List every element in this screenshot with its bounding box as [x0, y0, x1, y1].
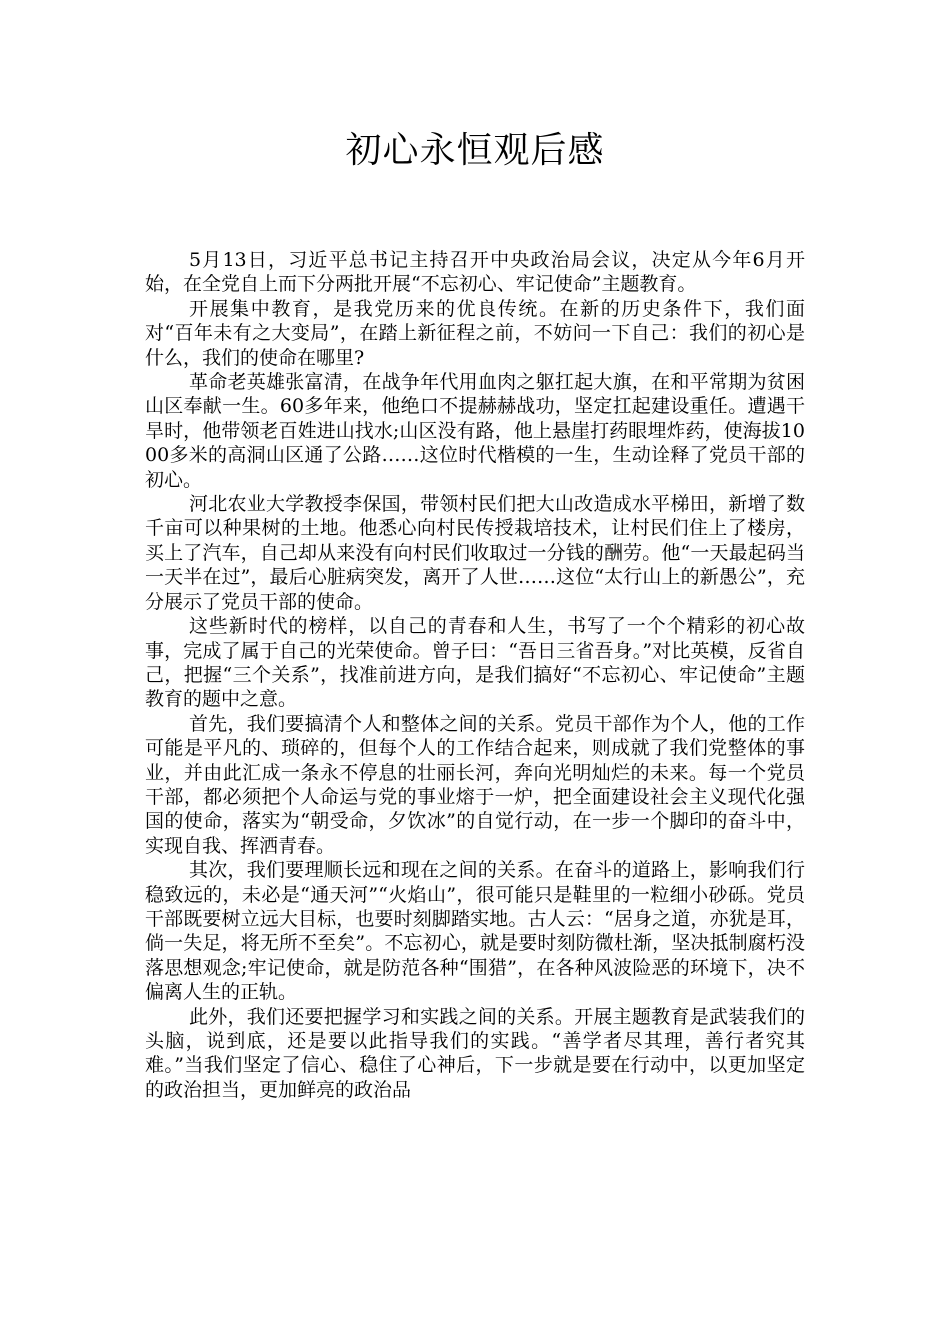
paragraph: 河北农业大学教授李保国，带领村民们把大山改造成水平梯田，新增了数千亩可以种果树的土地。他悉心向村民传授栽培技术，让村民们住上了楼房，买上了汽车，自己却从来没有向村民们收取过一分钱的酬劳。他“一天最起码当一天半在过”，最后心脏病突发，离开了人世……这位“太行山上的新愚公”，充分展示了党员干部的使命。	[145, 493, 805, 613]
paragraph: 其次，我们要理顺长远和现在之间的关系。在奋斗的道路上，影响我们行稳致远的，未必是“通天河”“火焰山”，很可能只是鞋里的一粒细小砂砾。党员干部既要树立远大目标，也要时刻脚踏实地。古人云：“居身之道，亦犹是耳，倘一失足，将无所不至矣”。不忘初心，就是要时刻防微杜渐，坚决抵制腐朽没落思想观念;牢记使命，就是防范各种“围猎”，在各种风波险恶的环境下，决不偏离人生的正轨。	[145, 859, 805, 1004]
paragraph: 5月13日，习近平总书记主持召开中央政治局会议，决定从今年6月开始，在全党自上而下分两批开展“不忘初心、牢记使命”主题教育。	[145, 249, 805, 296]
paragraph: 此外，我们还要把握学习和实践之间的关系。开展主题教育是武装我们的头脑，说到底，还是要以此指导我们的实践。“善学者尽其理，善行者究其难。”当我们坚定了信心、稳住了心神后，下一步就是要在行动中，以更加坚定的政治担当，更加鲜亮的政治品	[145, 1005, 805, 1101]
paragraph: 开展集中教育，是我党历来的优良传统。在新的历史条件下，我们面对“百年未有之大变局”，在踏上新征程之前，不妨问一下自己：我们的初心是什么，我们的使命在哪里?	[145, 297, 805, 369]
document-title: 初心永恒观后感	[345, 130, 605, 171]
document-body	[145, 248, 805, 1102]
paragraph: 革命老英雄张富清，在战争年代用血肉之躯扛起大旗，在和平常期为贫困山区奉献一生。60多年来，他绝口不提赫赫战功，坚定扛起建设重任。遭遇干旱时，他带领老百姓进山找水;山区没有路，他上悬崖打药眼埋炸药，使海拔1000多米的高洞山区通了公路……这位时代楷模的一生，生动诠释了党员干部的初心。	[145, 371, 805, 491]
paragraph: 首先，我们要搞清个人和整体之间的关系。党员干部作为个人，他的工作可能是平凡的、琐碎的，但每个人的工作结合起来，则成就了我们党整体的事业，并由此汇成一条永不停息的壮丽长河，奔向光明灿烂的未来。每一个党员干部，都必须把个人命运与党的事业熔于一炉，把全面建设社会主义现代化强国的使命，落实为“朝受命，夕饮冰”的自觉行动，在一步一个脚印的奋斗中，实现自我、挥洒青春。	[145, 712, 805, 857]
paragraph: 这些新时代的榜样，以自己的青春和人生，书写了一个个精彩的初心故事，完成了属于自己的光荣使命。曾子曰：“吾日三省吾身。”对比英模，反省自己，把握“三个关系”，找准前进方向，是我们搞好“不忘初心、牢记使命”主题教育的题中之意。	[145, 615, 805, 711]
